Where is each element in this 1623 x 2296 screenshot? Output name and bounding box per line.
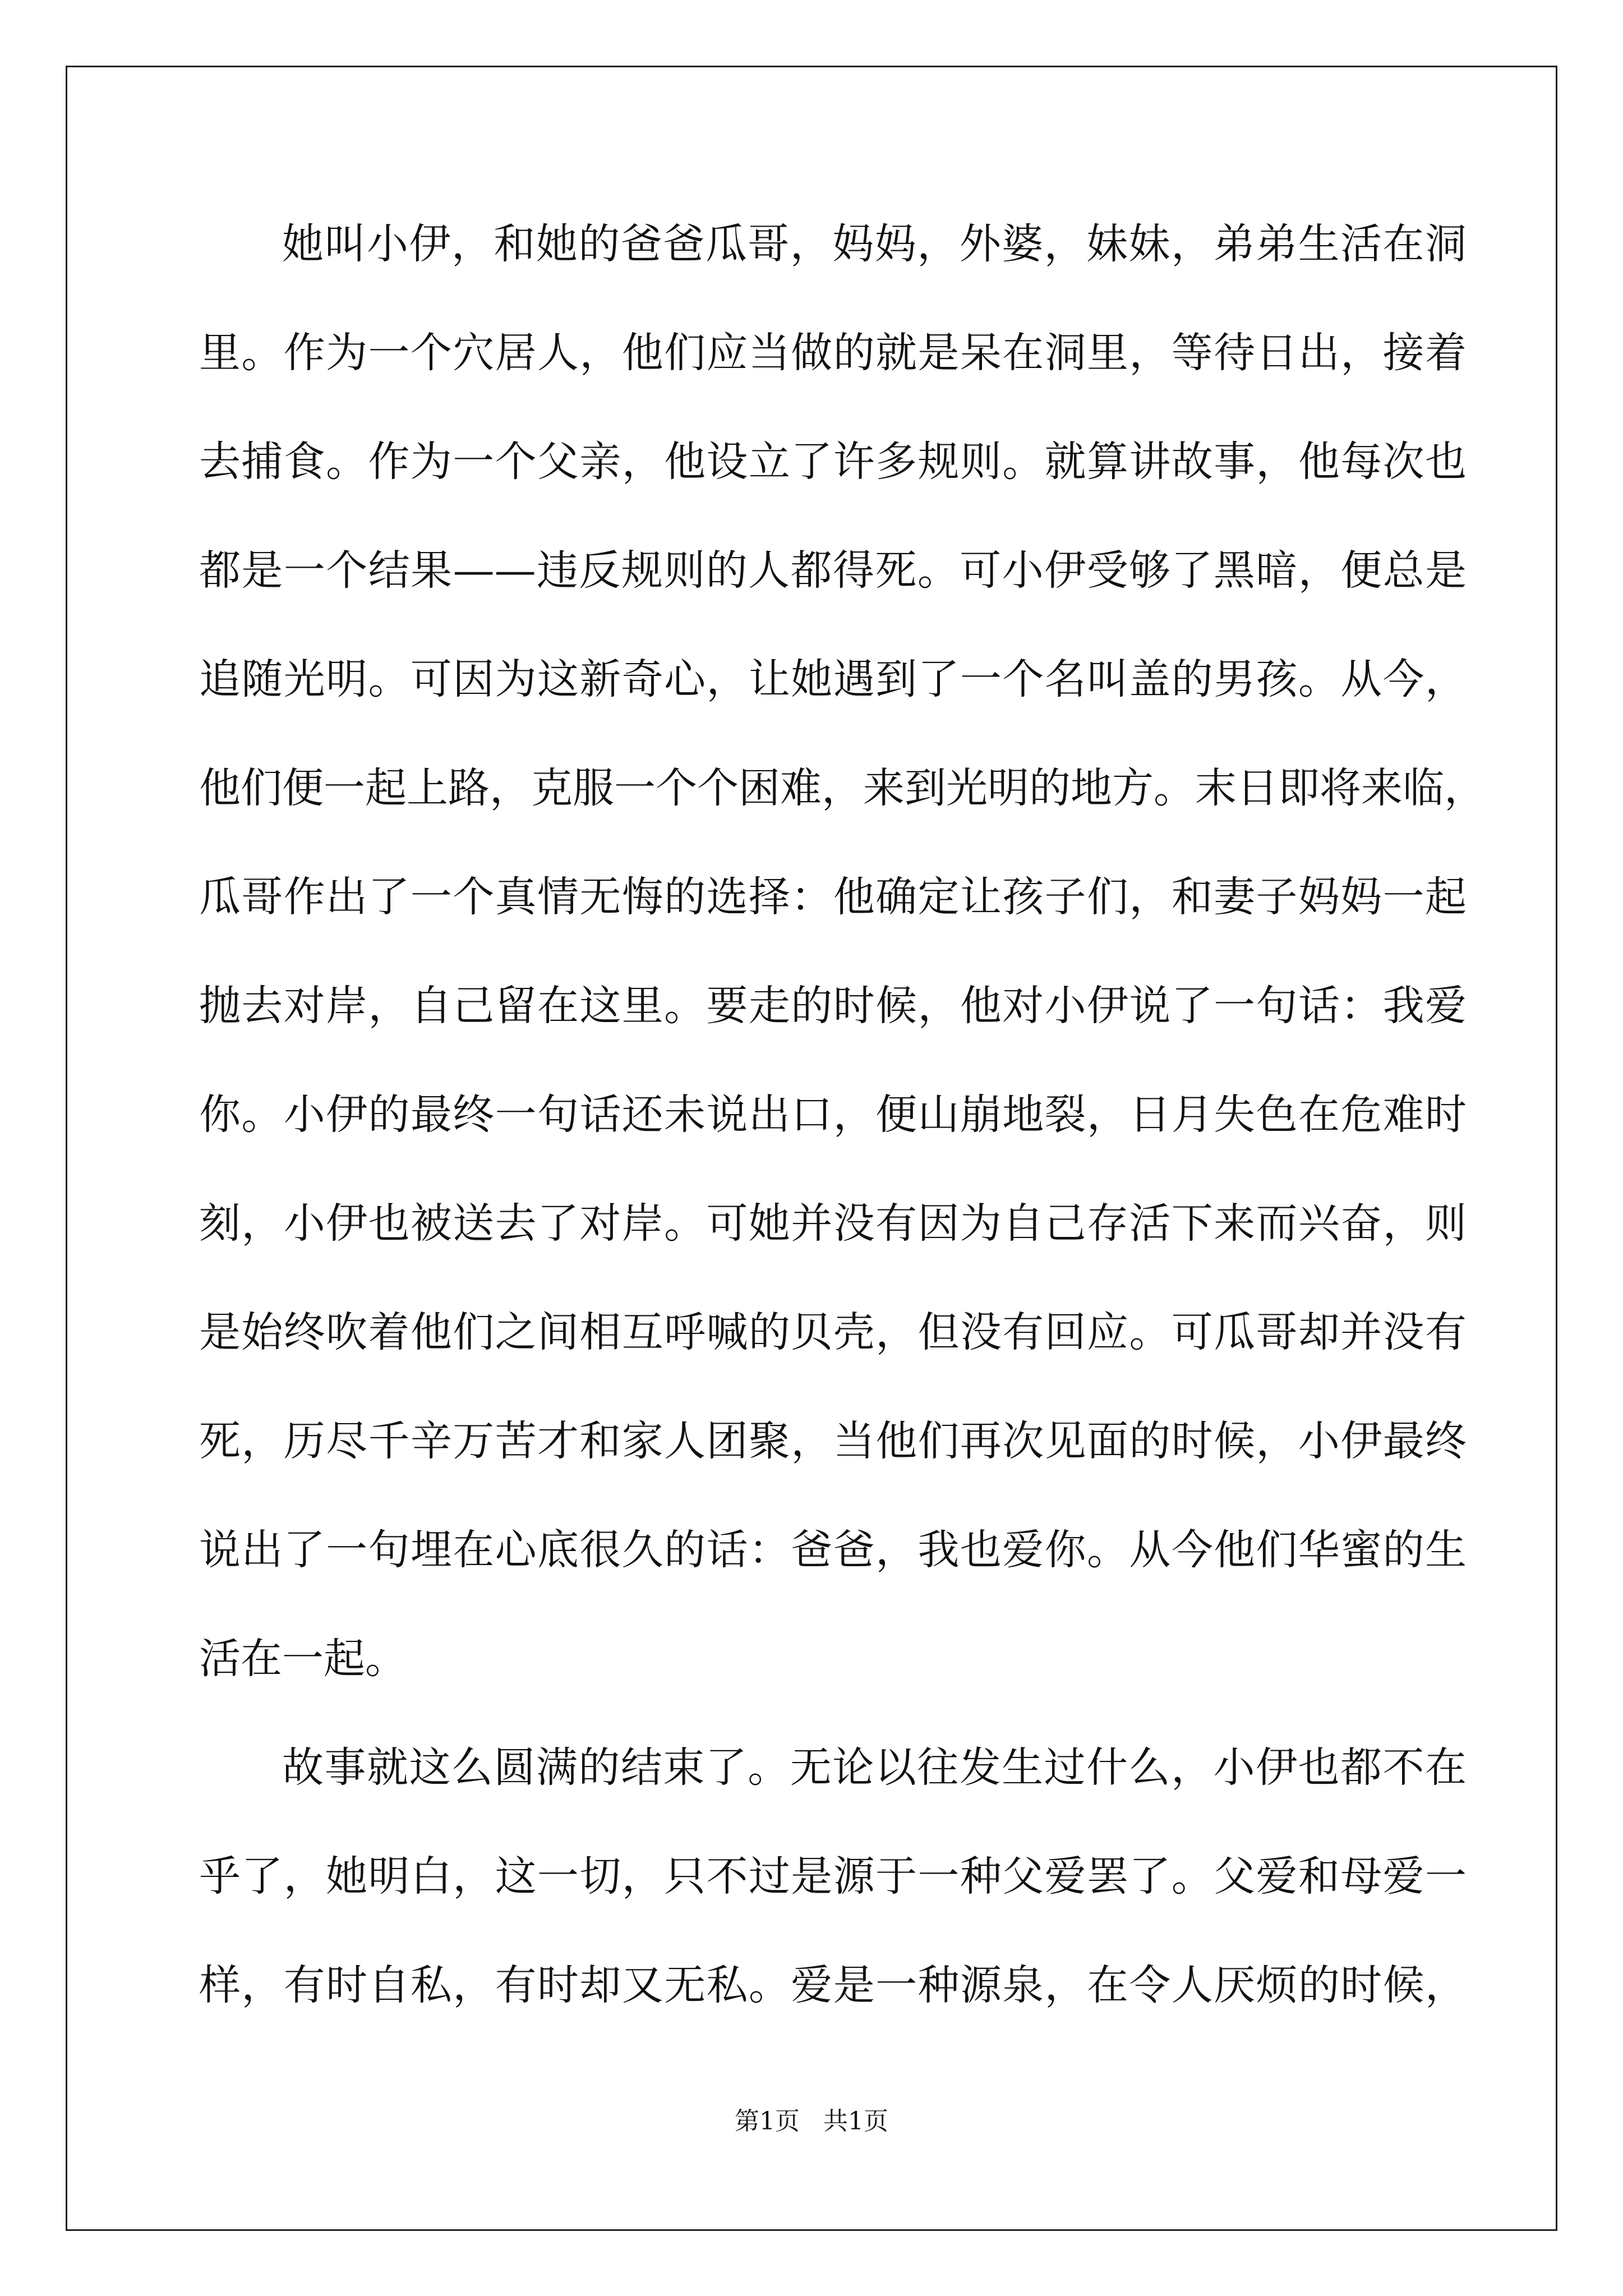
page-number-footer: 第1页 共1页 <box>735 2107 888 2136</box>
text-line: 抛去对岸，自己留在这里。要走的时候，他对小伊说了一句话：我爱 <box>199 982 1467 1030</box>
text-line: 都是一个结果——违反规则的人都得死。可小伊受够了黑暗，便总是 <box>199 546 1467 595</box>
text-line: 故事就这么圆满的结束了。无论以往发生过什么，小伊也都不在 <box>282 1743 1467 1792</box>
text-line: 去捕食。作为一个父亲，他设立了许多规则。就算讲故事，他每次也 <box>199 438 1467 486</box>
document-body <box>199 210 1486 2060</box>
text-line: 你。小伊的最终一句话还未说出口，便山崩地裂，日月失色在危难时 <box>199 1091 1467 1139</box>
paragraph-2 <box>199 1734 1467 2060</box>
text-line: 里。作为一个穴居人，他们应当做的就是呆在洞里，等待日出，接着 <box>199 329 1467 377</box>
text-line: 是始终吹着他们之间相互呼喊的贝壳，但没有回应。可瓜哥却并没有 <box>199 1308 1467 1356</box>
text-line: 追随光明。可因为这新奇心，让她遇到了一个名叫盖的男孩。从今， <box>199 655 1467 703</box>
paragraph-1 <box>199 210 1486 1734</box>
text-line: 她叫小伊，和她的爸爸瓜哥，妈妈，外婆，妹妹，弟弟生活在洞 <box>282 220 1467 268</box>
text-line: 活在一起。 <box>199 1635 407 1683</box>
text-line: 死，历尽千辛万苦才和家人团聚，当他们再次见面的时候，小伊最终 <box>199 1417 1467 1465</box>
text-line: 瓜哥作出了一个真情无悔的选择：他确定让孩子们，和妻子妈妈一起 <box>199 873 1467 921</box>
text-line: 刻，小伊也被送去了对岸。可她并没有因为自己存活下来而兴奋，则 <box>199 1199 1467 1248</box>
text-line: 他们便一起上路，克服一个个困难，来到光明的地方。末日即将来临， <box>199 764 1486 812</box>
text-line: 样，有时自私，有时却又无私。爱是一种源泉，在令人厌烦的时候， <box>199 1961 1467 2009</box>
text-line: 乎了，她明白，这一切，只不过是源于一种父爱罢了。父爱和母爱一 <box>199 1852 1467 1901</box>
text-line: 说出了一句埋在心底很久的话：爸爸，我也爱你。从今他们华蜜的生 <box>199 1526 1467 1574</box>
